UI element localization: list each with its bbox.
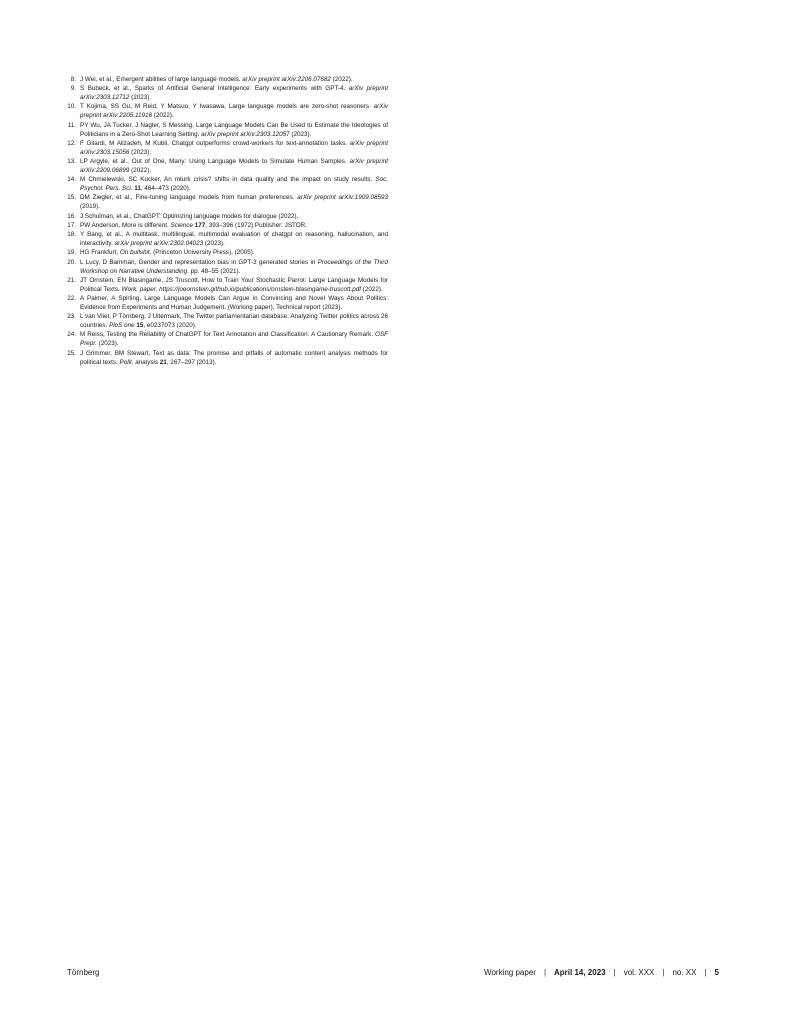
reference-number: 13. (67, 158, 76, 166)
reference-text: (2023). (289, 130, 312, 138)
reference-text: , 267–297 (2013). (166, 358, 217, 366)
footer-paper-type: Working paper (484, 968, 536, 977)
reference-number: 14. (67, 176, 76, 184)
reference-text: (2023). (203, 240, 225, 248)
reference-number: 22. (67, 295, 76, 303)
reference-list (62, 76, 388, 368)
reference-item (62, 295, 388, 313)
reference-venue: arXiv preprint arXiv:2302.04023 (114, 240, 204, 248)
reference-number: 21. (67, 276, 76, 284)
reference-venue: Polit. analysis (119, 358, 159, 366)
reference-item (62, 331, 388, 349)
reference-text: L van Vliet, P Törnberg, J Uitermark, The Twitter parliamentarian database: Analyzing Twitter politics across 26 countries. (80, 313, 388, 330)
footer-date: April 14, 2023 (554, 968, 606, 977)
footer-author: Törnberg (67, 968, 100, 977)
reference-text: J Wei, et al., Emergent abilities of large language models. (80, 76, 243, 83)
reference-volume: 177 (194, 221, 206, 229)
reference-venue: OSF Prepr. (80, 331, 388, 348)
reference-text: . pp. 48–55 (2021). (187, 267, 241, 275)
reference-text: (2023). (96, 340, 119, 348)
reference-item (62, 176, 388, 194)
reference-text: (2022). (330, 76, 353, 83)
reference-venue: arXiv preprint arXiv:2303.12057 (201, 130, 290, 138)
reference-text: Y Bang, et al., A multitask, multilingual, multimodal evaluation of chatgpt on reasoning, hallucination, and interactivity. (80, 231, 388, 248)
reference-text: M Reiss, Testing the Reliability of ChatGPT for Text Annotation and Classification: A Cautionary Remark. (80, 331, 376, 339)
reference-text: F Gilardi, M Alizadeh, M Kubli, Chatgpt outperforms crowd-workers for text-annotation tasks. (80, 139, 350, 147)
reference-item (62, 259, 388, 277)
footer-issue: no. XX (672, 968, 697, 977)
reference-number: 24. (67, 331, 76, 339)
reference-item (62, 76, 388, 85)
reference-item (62, 231, 388, 249)
reference-text: PW Anderson, More is different. (80, 221, 171, 229)
reference-item (62, 140, 388, 158)
reference-text: , e0237073 (2020). (143, 322, 197, 330)
reference-number: 11. (67, 121, 76, 129)
reference-text: (2019). (80, 203, 100, 211)
reference-volume: 15 (136, 322, 144, 330)
reference-venue: arXiv preprint arXiv:2206.07682 (242, 76, 331, 83)
reference-number: 9. (70, 85, 76, 93)
reference-venue: On bullshit. (119, 249, 152, 257)
reference-number: 23. (67, 313, 76, 321)
reference-item (62, 222, 388, 231)
reference-text: (2023). (129, 148, 152, 156)
reference-text: (2023). (129, 94, 152, 102)
reference-item (62, 103, 388, 121)
reference-text: , 393–396 (1972) Publisher: JSTOR. (205, 221, 307, 229)
reference-number: 10. (67, 103, 76, 111)
reference-venue: arXiv preprint arXiv:2303.15056 (80, 139, 389, 156)
reference-venue: Science (170, 221, 193, 229)
reference-venue: Work. paper. https://joeornstein.github.io/publications/ornstein-blasingame-truscott.pdf (121, 285, 362, 293)
reference-text: (2022). (361, 285, 383, 293)
reference-venue: arXiv preprint arXiv:1909.08593 (297, 194, 389, 202)
reference-number: 19. (67, 249, 76, 257)
reference-text: A Palmer, A Spirling, Large Language Models Can Argue in Convincing and Novel Ways About Politics: Evidence from Experiments and Human Judgement. (Working paper), Technical report (2023). (80, 295, 388, 311)
reference-item (62, 194, 388, 212)
reference-venue: arXiv preprint arXiv:2303.12712 (80, 85, 389, 102)
reference-venue: Soc. Psychol. Pers. Sci. (80, 176, 388, 193)
reference-number: 15. (67, 194, 76, 202)
reference-number: 17. (67, 221, 76, 229)
reference-text: PY Wu, JA Tucker, J Nagler, S Messing, Large Language Models Can Be Used to Estimate the Ideologies of Politicians in a Zero-Shot Learning Setting. (80, 121, 388, 138)
reference-number: 16. (67, 212, 76, 220)
reference-text: L Lucy, D Bamman, Gender and representation bias in GPT-3 generated stories in (80, 258, 318, 266)
reference-item (62, 277, 388, 295)
reference-number: 8. (70, 76, 76, 83)
reference-item (62, 122, 388, 140)
reference-text: (Princeton University Press), (2005). (151, 249, 255, 257)
reference-venue: arXiv preprint arXiv:2205.11916 (80, 103, 388, 120)
reference-item (62, 249, 388, 258)
reference-item (62, 313, 388, 331)
footer-volume: vol. XXX (623, 968, 655, 977)
reference-text: J Grimmer, BM Stewart, Text as data: The promise and pitfalls of automatic content analysis methods for political texts. (80, 349, 388, 366)
reference-text: JT Ornstein, EN Blasingame, JS Truscott, How to Train Your Stochastic Parrot: Large Language Models for Political Texts. (80, 276, 388, 293)
reference-text: S Bubeck, et al., Sparks of Artificial General Intelligence: Early experiments with GPT-4. (80, 85, 349, 93)
reference-venue: arXiv preprint arXiv:2209.06899 (80, 158, 388, 175)
reference-number: 25. (67, 349, 76, 357)
reference-text: LP Argyle, et al., Out of One, Many: Using Language Models to Simulate Human Samples. (80, 158, 350, 166)
reference-volume: 21 (159, 358, 167, 366)
reference-item (62, 85, 388, 103)
reference-venue: PloS one (109, 322, 135, 330)
reference-number: 18. (67, 231, 76, 239)
reference-item (62, 350, 388, 368)
reference-text: HG Frankfurt, (80, 249, 120, 257)
footer-page-number: 5 (714, 968, 719, 977)
reference-item (62, 213, 388, 222)
footer-meta: Working paper | April 14, 2023 | vol. XXX | no. XX | 5 (484, 968, 719, 977)
reference-text: T Kojima, SS Gu, M Reid, Y Matsuo, Y Iwasawa, Large language models are zero-shot reasoners. (80, 103, 374, 111)
reference-venue: Proceedings of the Third Workshop on Narrative Understanding (80, 258, 388, 275)
reference-text: , 464–473 (2020). (140, 185, 191, 193)
reference-text: (2022). (152, 112, 174, 120)
reference-number: 20. (67, 258, 76, 266)
reference-volume: 11 (134, 185, 141, 193)
reference-text: DM Ziegler, et al., Fine-tuning language models from human preferences. (80, 194, 298, 202)
reference-text: (2022). (129, 167, 152, 175)
reference-item (62, 158, 388, 176)
reference-text: M Chmielewski, SC Kucker, An mturk crisis? shifts in data quality and the impact on study results. (80, 176, 376, 184)
reference-text: J Schulman, et al., ChatGPT: Optimizing language models for dialogue (2022). (80, 212, 299, 220)
reference-number: 12. (67, 139, 76, 147)
